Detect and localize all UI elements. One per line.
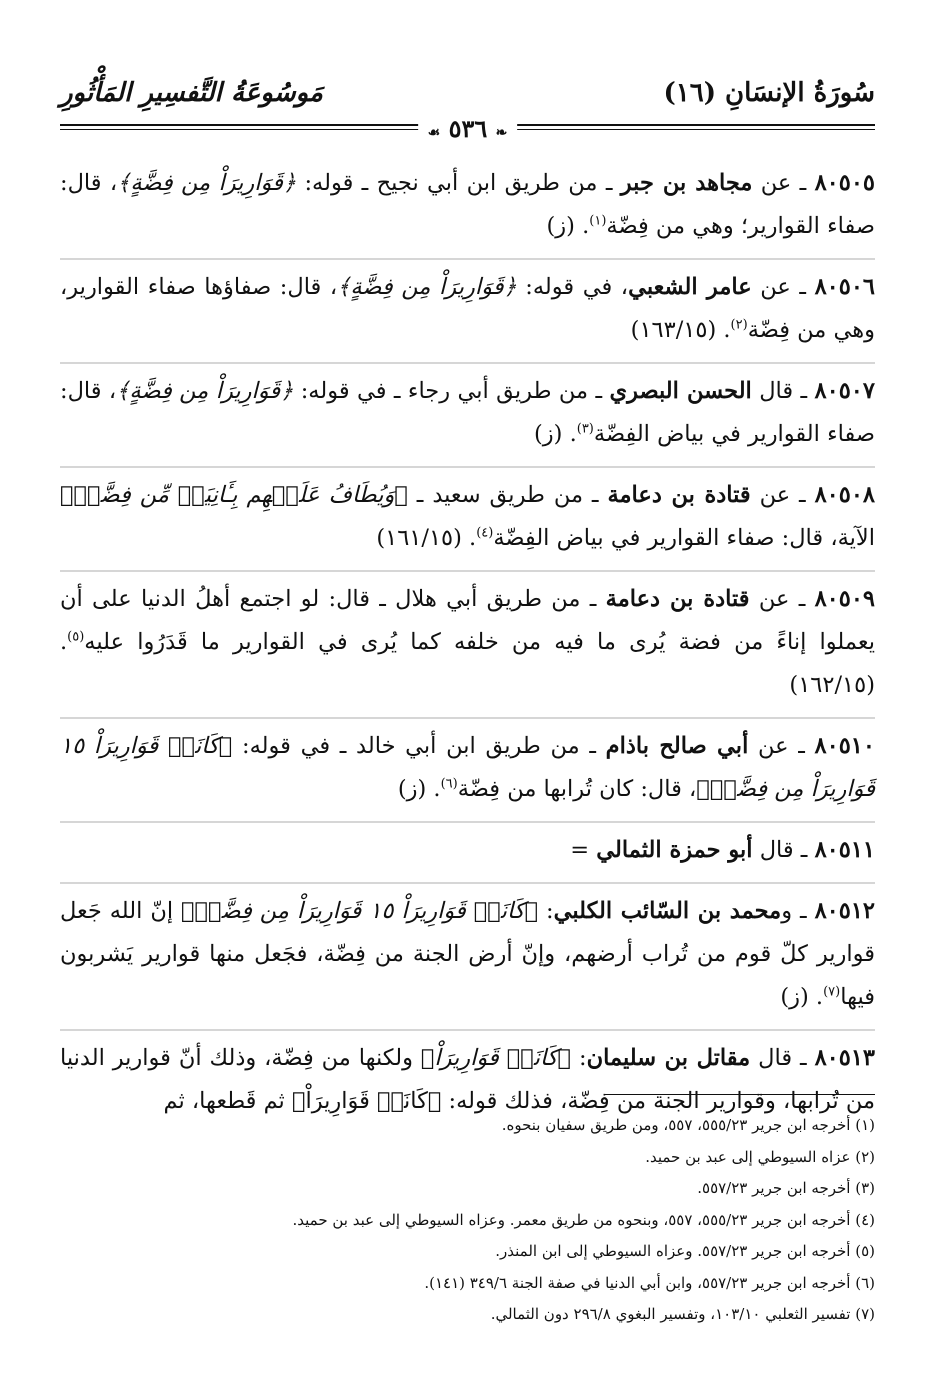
entry-text: ـ من طريق ابن أبي خالد ـ في قوله:: [232, 733, 606, 759]
entry-number: ٨٠٥١٠: [814, 733, 875, 759]
entry-source: . (١٦٣/١٥): [630, 317, 731, 343]
quran-quote: ﴿كَانَتۡ قَوَارِيرَاْ﴾: [420, 1045, 572, 1071]
entry-source: . (ز): [546, 213, 590, 239]
narrator-name: أبو حمزة الثمالي: [596, 837, 753, 863]
entry-text: ـ من طريق سعيد ـ: [407, 482, 608, 508]
entry-text: ، قال: صفاء القوارير؛ وهي من فِضّة: [60, 170, 875, 239]
entry-text: ـ قال: [751, 378, 815, 404]
ornament-icon: ☙: [427, 125, 441, 141]
footnote-ref[interactable]: (٣): [576, 421, 594, 437]
entry-text: ـ عن: [748, 733, 815, 759]
entry-number: ٨٠٥٠٥: [814, 170, 875, 196]
entry-text: ـ عن: [749, 586, 815, 612]
quran-quote: ﴿كَانَتۡ قَوَارِيرَاْ ١٥ قَوَارِيرَاْ مِن فِضَّةٖ﴾: [181, 898, 539, 924]
footnote: (٢) عزاه السيوطي إلى عبد بن حميد.: [645, 1147, 875, 1166]
entry-text: إنّ الله جَعل قوارير كلّ قوم من تُراب أرضهم، وإنّ أرض الجنة من فِضّة، فجَعل منها قوارير يَشربون فيها: [60, 898, 875, 1010]
athar-entry: [60, 364, 875, 468]
athar-entry: [60, 572, 875, 719]
entry-text: ، قال: صفاء القوارير في بياض الفِضّة: [60, 378, 875, 447]
entry-text: ـ من طريق ابن أبي نجيح ـ قوله:: [296, 170, 621, 196]
entry-number: ٨٠٥٠٦: [814, 274, 875, 300]
ornament-icon: ❧: [495, 125, 508, 141]
narrator-name: أبي صالح باذام: [605, 733, 749, 759]
running-header: [60, 74, 875, 143]
entry-source: . (١٦١/١٥): [376, 525, 477, 551]
entry-text: ـ و: [781, 898, 815, 924]
footnote: (٣) أخرجه ابن جرير ٥٥٧/٢٣.: [697, 1179, 875, 1197]
footnote-ref[interactable]: (٦): [440, 776, 458, 792]
footnote: (٤) أخرجه ابن جرير ٥٥٥/٢٣، ٥٥٧، وبنحوه من طريق معمر. وعزاه السيوطي إلى عبد بن حميد.: [292, 1210, 875, 1229]
quran-quote: ﴿كَانَتۡ قَوَارِيرَاْ ١٥ قَوَارِيرَاْ مِن فِضَّةٖ﴾: [60, 733, 875, 802]
narrator-name: عامر الشعبي: [628, 274, 752, 300]
narrator-name: الحسن البصري: [609, 378, 752, 404]
narrator-name: قتادة بن دعامة: [607, 482, 751, 508]
entry-number: ٨٠٥٠٩: [814, 586, 876, 612]
entry-number: ٨٠٥١٢: [814, 898, 876, 924]
entry-number: ٨٠٥١٣: [814, 1045, 875, 1071]
entry-text: ـ من طريق أبي رجاء ـ في قوله:: [293, 378, 610, 404]
entry-number: ٨٠٥١١: [814, 837, 875, 863]
main-text: [60, 156, 875, 1133]
athar-entry: [60, 156, 875, 260]
entry-text: ـ عن: [752, 170, 815, 196]
athar-entry: [60, 468, 875, 572]
entry-text: :: [538, 898, 554, 924]
entry-text: ، قال: كان تُرابها من فِضّة: [457, 776, 697, 802]
page-number-box: [418, 114, 518, 143]
entry-text: ـ عن: [751, 274, 815, 300]
quran-quote: ﴿قَوَارِيرَاْ مِن فِضَّةٍ﴾: [117, 170, 297, 196]
entry-text: =: [570, 837, 597, 863]
footnote-ref[interactable]: (١): [589, 213, 607, 229]
entry-text: الآية، قال: صفاء القوارير في بياض الفِضّة: [493, 525, 875, 551]
entry-text: ـ قال: [750, 1045, 815, 1071]
athar-entry: [60, 260, 875, 364]
quran-quote: ﴿قَوَارِيرَاْ مِن فِضَّةٍ﴾: [337, 274, 517, 300]
footnote: (٥) أخرجه ابن جرير ٥٥٧/٢٣. وعزاه السيوطي إلى ابن المنذر.: [495, 1242, 875, 1260]
book-page: [60, 60, 875, 1340]
entry-text: ولكنها من فِضّة، وذلك أنّ قوارير الدنيا من تُرابها، وقوارير الجنة من فِضّة، فذلك قوله: ﴿كَانَتۡ قَوَارِيرَاْ﴾ ثم قَطعها، ثم: [60, 1045, 875, 1114]
narrator-name: محمد بن السّائب الكلبي: [553, 898, 782, 924]
quran-quote: ﴿قَوَارِيرَاْ مِن فِضَّةٍ﴾: [116, 378, 294, 404]
entry-text: ـ من طريق أبي هلال ـ قال: لو اجتمع أهلُ الدنيا على أن يعملوا إناءً من فضة يُرى ما فيه من خلفه كما يُرى في القوارير ما قَدَرُوا عليه: [60, 586, 875, 655]
footnote: (٦) أخرجه ابن جرير ٥٥٧/٢٣، وابن أبي الدنيا في صفة الجنة ٣٤٩/٦ (١٤١).: [424, 1273, 875, 1292]
footnote-ref[interactable]: (٤): [476, 525, 494, 541]
footnote-ref[interactable]: (٥): [67, 629, 85, 645]
athar-entry: [60, 823, 875, 884]
page-number: ٥٣٦: [448, 114, 488, 143]
footnotes: [60, 1110, 875, 1331]
surah-title: سُورَةُ الإنسَانِ (١٦): [663, 78, 875, 108]
book-title: مَوسُوعَةُ التَّفسِيرِ المَأْثُورِ: [60, 78, 323, 108]
entry-text: ـ عن: [750, 482, 815, 508]
narrator-name: مجاهد بن جبر: [620, 170, 753, 196]
entry-source: . (ز): [534, 421, 577, 447]
entry-number: ٨٠٥٠٧: [814, 378, 875, 404]
entry-text: ، قال: صفاؤها صفاء القوارير، وهي من فِضّة: [60, 274, 875, 343]
entry-text: :: [571, 1045, 587, 1071]
footnote-ref[interactable]: (٧): [823, 984, 841, 1000]
entry-text: ـ قال: [752, 837, 815, 863]
entry-source: . (ز): [397, 776, 441, 802]
quran-quote: ﴿وَيُطَافُ عَلَيۡهِم بِـَٔانِيَةٖ مِّن فِضَّةٖ﴾: [60, 482, 408, 508]
footnote-separator: [605, 1094, 875, 1095]
entry-source: . (ز): [780, 984, 824, 1010]
entry-text: ، في قوله:: [516, 274, 629, 300]
footnote-ref[interactable]: (٢): [730, 317, 748, 333]
athar-entry: [60, 719, 875, 823]
narrator-name: قتادة بن دعامة: [605, 586, 750, 612]
footnote: (٧) تفسير الثعلبي ١٠٣/١٠، وتفسير البغوي ٢٩٦/٨ دون الثمالي.: [490, 1305, 875, 1323]
athar-entry: [60, 884, 875, 1031]
entry-number: ٨٠٥٠٨: [814, 482, 875, 508]
narrator-name: مقاتل بن سليمان: [586, 1045, 751, 1071]
footnote: (١) أخرجه ابن جرير ٥٥٥/٢٣، ٥٥٧، ومن طريق سفيان بنحوه.: [501, 1116, 875, 1134]
entry-source: . (١٦٢/١٥): [60, 629, 875, 698]
